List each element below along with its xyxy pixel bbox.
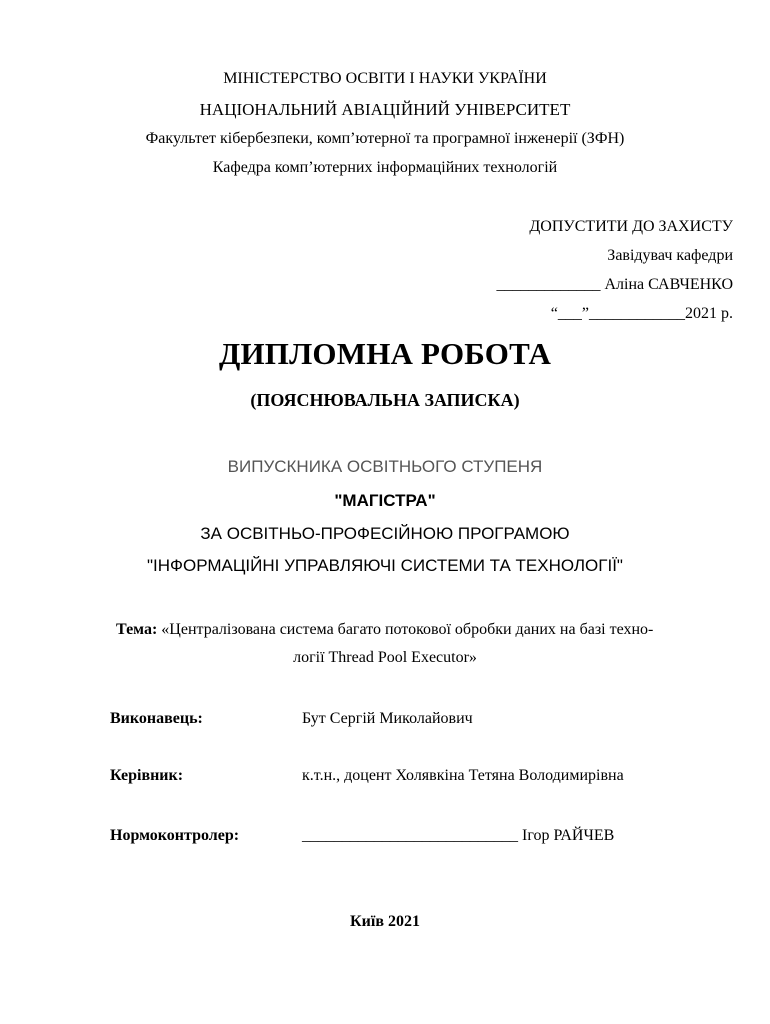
supervisor-label: Керівник:	[110, 767, 184, 784]
document-title: ДИПЛОМНА РОБОТА	[218, 336, 552, 371]
topic-line-1	[116, 622, 653, 638]
normcontroller-name: ___________________________ Ігор РАЙЧЕВ	[302, 827, 615, 844]
graduate-degree-line: ВИПУСКНИКА ОСВІТНЬОГО СТУПЕНЯ	[227, 457, 543, 476]
program-name: "ІНФОРМАЦІЙНІ УПРАВЛЯЮЧІ СИСТЕМИ ТА ТЕХНОЛОГІЇ"	[147, 556, 623, 575]
head-of-department-signature: _____________ Аліна САВЧЕНКО	[496, 276, 733, 293]
program-line: ЗА ОСВІТНЬО-ПРОФЕСІЙНОЮ ПРОГРАМОЮ	[200, 524, 570, 543]
topic-text-1: «Централізована система багато потокової обробки даних на базі техно-	[157, 621, 654, 638]
admit-to-defense: ДОПУСТИТИ ДО ЗАХИСТУ	[529, 218, 733, 235]
executor-name: Бут Сергій Миколайович	[302, 710, 473, 727]
university-name: НАЦІОНАЛЬНИЙ АВІАЦІЙНИЙ УНІВЕРСИТЕТ	[199, 100, 571, 119]
topic-line-2: логії Thread Pool Executor»	[293, 649, 477, 666]
topic-label: Тема:	[116, 621, 158, 638]
normcontroller-label: Нормоконтролер:	[110, 827, 240, 844]
executor-label: Виконавець:	[110, 710, 203, 727]
ministry-name: МІНІСТЕРСТВО ОСВІТИ І НАУКИ УКРАЇНИ	[223, 70, 547, 87]
document-subtitle: (ПОЯСНЮВАЛЬНА ЗАПИСКА)	[250, 390, 520, 410]
faculty-name: Факультет кібербезпеки, комп’ютерної та програмної інженерії (ЗФН)	[145, 130, 625, 147]
city-year: Київ 2021	[350, 913, 420, 930]
department-name: Кафедра комп’ютерних інформаційних технологій	[212, 159, 558, 176]
approval-date: “___”____________2021 р.	[550, 305, 733, 322]
head-of-department-role: Завідувач кафедри	[607, 247, 733, 264]
supervisor-name: к.т.н., доцент Холявкіна Тетяна Володимирівна	[302, 767, 624, 784]
degree-name: "МАГІСТРА"	[334, 491, 436, 510]
